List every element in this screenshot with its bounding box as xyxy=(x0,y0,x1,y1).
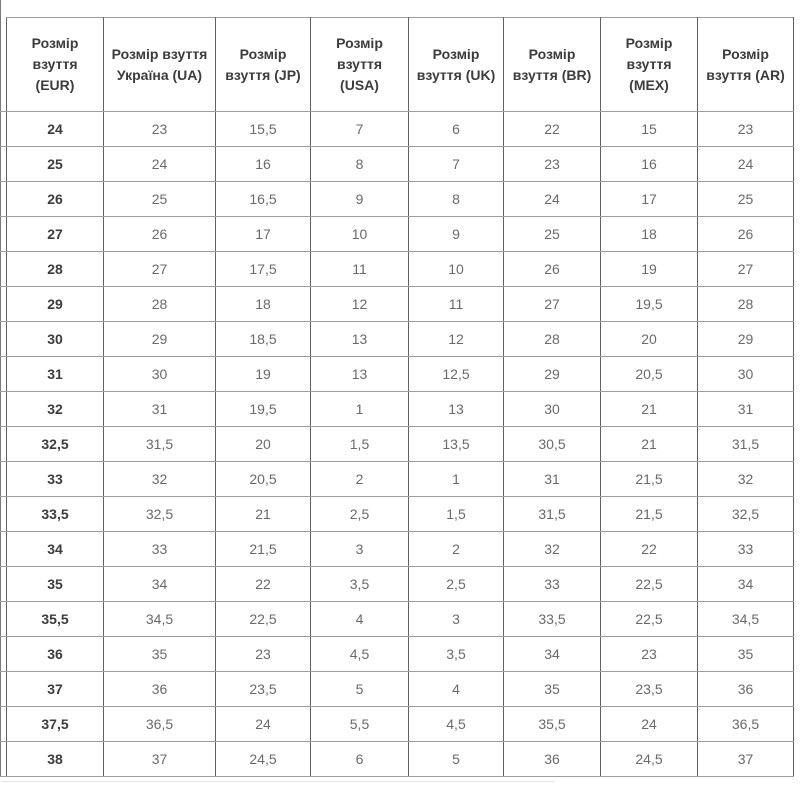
size-cell-ua: 32,5 xyxy=(104,497,216,532)
table-row xyxy=(7,287,794,322)
size-cell-mex: 23,5 xyxy=(601,672,698,707)
size-cell-ar: 23 xyxy=(698,112,794,147)
size-cell-jp: 21 xyxy=(216,497,311,532)
table-header xyxy=(7,18,794,112)
size-cell-usa: 7 xyxy=(311,112,409,147)
size-cell-mex: 16 xyxy=(601,147,698,182)
size-cell-usa: 8 xyxy=(311,147,409,182)
size-cell-ar: 31,5 xyxy=(698,427,794,462)
size-cell-eur: 34 xyxy=(7,532,104,567)
size-cell-br: 32 xyxy=(504,532,601,567)
size-cell-uk: 4 xyxy=(409,672,504,707)
column-header-br: Розмір взуття (BR) xyxy=(504,18,601,112)
size-cell-mex: 21 xyxy=(601,427,698,462)
size-cell-ua: 36,5 xyxy=(104,707,216,742)
size-cell-usa: 5,5 xyxy=(311,707,409,742)
size-cell-mex: 20 xyxy=(601,322,698,357)
size-cell-br: 27 xyxy=(504,287,601,322)
size-cell-ar: 33 xyxy=(698,532,794,567)
size-cell-usa: 3 xyxy=(311,532,409,567)
size-cell-eur: 33,5 xyxy=(7,497,104,532)
size-cell-uk: 8 xyxy=(409,182,504,217)
size-cell-uk: 12,5 xyxy=(409,357,504,392)
size-cell-ua: 25 xyxy=(104,182,216,217)
size-cell-uk: 4,5 xyxy=(409,707,504,742)
size-cell-eur: 33 xyxy=(7,462,104,497)
size-cell-br: 35,5 xyxy=(504,707,601,742)
size-cell-ar: 25 xyxy=(698,182,794,217)
size-cell-uk: 3,5 xyxy=(409,637,504,672)
size-cell-jp: 23 xyxy=(216,637,311,672)
size-cell-mex: 24 xyxy=(601,707,698,742)
size-cell-br: 30 xyxy=(504,392,601,427)
size-cell-uk: 5 xyxy=(409,742,504,777)
size-cell-br: 35 xyxy=(504,672,601,707)
size-cell-br: 34 xyxy=(504,637,601,672)
size-cell-mex: 22,5 xyxy=(601,602,698,637)
column-header-ua: Розмір взуття Україна (UA) xyxy=(104,18,216,112)
size-cell-eur: 24 xyxy=(7,112,104,147)
size-cell-ar: 37 xyxy=(698,742,794,777)
size-cell-ua: 37 xyxy=(104,742,216,777)
size-cell-usa: 6 xyxy=(311,742,409,777)
size-cell-eur: 30 xyxy=(7,322,104,357)
size-cell-jp: 16,5 xyxy=(216,182,311,217)
size-cell-uk: 11 xyxy=(409,287,504,322)
size-cell-ar: 24 xyxy=(698,147,794,182)
size-cell-ar: 32 xyxy=(698,462,794,497)
size-cell-ar: 36,5 xyxy=(698,707,794,742)
size-cell-jp: 18 xyxy=(216,287,311,322)
size-cell-usa: 4 xyxy=(311,602,409,637)
table-row xyxy=(7,182,794,217)
size-cell-mex: 15 xyxy=(601,112,698,147)
size-cell-br: 36 xyxy=(504,742,601,777)
table-row xyxy=(7,392,794,427)
size-cell-ua: 34 xyxy=(104,567,216,602)
size-cell-usa: 4,5 xyxy=(311,637,409,672)
size-cell-usa: 9 xyxy=(311,182,409,217)
column-header-ar: Розмір взуття (AR) xyxy=(698,18,794,112)
size-cell-ua: 33 xyxy=(104,532,216,567)
table-row xyxy=(7,427,794,462)
size-cell-mex: 17 xyxy=(601,182,698,217)
size-cell-mex: 21,5 xyxy=(601,462,698,497)
size-cell-ua: 34,5 xyxy=(104,602,216,637)
size-cell-uk: 1 xyxy=(409,462,504,497)
size-cell-uk: 6 xyxy=(409,112,504,147)
size-cell-ar: 34 xyxy=(698,567,794,602)
size-cell-eur: 32 xyxy=(7,392,104,427)
size-cell-ua: 27 xyxy=(104,252,216,287)
size-cell-eur: 35 xyxy=(7,567,104,602)
size-cell-br: 26 xyxy=(504,252,601,287)
size-cell-ar: 32,5 xyxy=(698,497,794,532)
size-cell-mex: 19 xyxy=(601,252,698,287)
size-cell-uk: 1,5 xyxy=(409,497,504,532)
size-cell-jp: 20,5 xyxy=(216,462,311,497)
size-cell-usa: 3,5 xyxy=(311,567,409,602)
shoe-size-conversion-table xyxy=(6,17,794,777)
size-cell-ua: 30 xyxy=(104,357,216,392)
size-cell-ua: 23 xyxy=(104,112,216,147)
size-cell-eur: 25 xyxy=(7,147,104,182)
column-header-usa: Розмір взуття (USA) xyxy=(311,18,409,112)
size-cell-jp: 17 xyxy=(216,217,311,252)
table-row xyxy=(7,602,794,637)
size-cell-eur: 27 xyxy=(7,217,104,252)
size-cell-mex: 23 xyxy=(601,637,698,672)
size-cell-ar: 30 xyxy=(698,357,794,392)
table-row xyxy=(7,112,794,147)
size-cell-br: 33,5 xyxy=(504,602,601,637)
size-cell-uk: 13,5 xyxy=(409,427,504,462)
size-cell-uk: 2 xyxy=(409,532,504,567)
size-cell-uk: 13 xyxy=(409,392,504,427)
size-cell-jp: 19 xyxy=(216,357,311,392)
table-row xyxy=(7,742,794,777)
table-row xyxy=(7,357,794,392)
size-cell-jp: 16 xyxy=(216,147,311,182)
size-cell-jp: 24 xyxy=(216,707,311,742)
size-cell-jp: 17,5 xyxy=(216,252,311,287)
table-row xyxy=(7,567,794,602)
column-header-uk: Розмір взуття (UK) xyxy=(409,18,504,112)
table-row xyxy=(7,252,794,287)
column-header-mex: Розмір взуття (MEX) xyxy=(601,18,698,112)
size-cell-ua: 31,5 xyxy=(104,427,216,462)
size-cell-jp: 24,5 xyxy=(216,742,311,777)
size-cell-eur: 26 xyxy=(7,182,104,217)
size-cell-usa: 5 xyxy=(311,672,409,707)
size-cell-uk: 10 xyxy=(409,252,504,287)
size-cell-ua: 29 xyxy=(104,322,216,357)
size-cell-br: 24 xyxy=(504,182,601,217)
size-cell-ua: 28 xyxy=(104,287,216,322)
size-cell-ua: 24 xyxy=(104,147,216,182)
column-header-eur: Розмір взуття (EUR) xyxy=(7,18,104,112)
size-cell-ar: 26 xyxy=(698,217,794,252)
size-cell-usa: 11 xyxy=(311,252,409,287)
size-cell-mex: 20,5 xyxy=(601,357,698,392)
size-cell-usa: 2,5 xyxy=(311,497,409,532)
size-cell-usa: 1 xyxy=(311,392,409,427)
size-cell-mex: 21 xyxy=(601,392,698,427)
size-cell-uk: 2,5 xyxy=(409,567,504,602)
size-cell-usa: 1,5 xyxy=(311,427,409,462)
size-cell-br: 33 xyxy=(504,567,601,602)
size-cell-br: 28 xyxy=(504,322,601,357)
size-cell-mex: 24,5 xyxy=(601,742,698,777)
table-row xyxy=(7,672,794,707)
size-cell-ar: 36 xyxy=(698,672,794,707)
table-body xyxy=(7,112,794,777)
size-cell-jp: 15,5 xyxy=(216,112,311,147)
size-cell-ar: 34,5 xyxy=(698,602,794,637)
size-cell-jp: 21,5 xyxy=(216,532,311,567)
size-cell-eur: 32,5 xyxy=(7,427,104,462)
size-cell-uk: 9 xyxy=(409,217,504,252)
size-cell-ar: 27 xyxy=(698,252,794,287)
size-cell-ar: 31 xyxy=(698,392,794,427)
size-cell-eur: 31 xyxy=(7,357,104,392)
size-cell-br: 25 xyxy=(504,217,601,252)
size-cell-usa: 10 xyxy=(311,217,409,252)
size-cell-br: 22 xyxy=(504,112,601,147)
size-cell-eur: 35,5 xyxy=(7,602,104,637)
size-cell-jp: 20 xyxy=(216,427,311,462)
size-cell-br: 29 xyxy=(504,357,601,392)
size-cell-eur: 29 xyxy=(7,287,104,322)
size-cell-jp: 22 xyxy=(216,567,311,602)
bottom-artifact-line xyxy=(2,781,554,782)
table-row xyxy=(7,707,794,742)
size-cell-mex: 18 xyxy=(601,217,698,252)
size-cell-usa: 12 xyxy=(311,287,409,322)
size-cell-ua: 26 xyxy=(104,217,216,252)
size-cell-eur: 38 xyxy=(7,742,104,777)
size-cell-jp: 19,5 xyxy=(216,392,311,427)
column-header-jp: Розмір взуття (JP) xyxy=(216,18,311,112)
size-cell-ua: 32 xyxy=(104,462,216,497)
size-cell-ua: 36 xyxy=(104,672,216,707)
size-cell-mex: 22,5 xyxy=(601,567,698,602)
size-cell-ar: 29 xyxy=(698,322,794,357)
table-row xyxy=(7,147,794,182)
table-row xyxy=(7,532,794,567)
table-row xyxy=(7,217,794,252)
size-cell-mex: 22 xyxy=(601,532,698,567)
table-row xyxy=(7,637,794,672)
size-cell-jp: 22,5 xyxy=(216,602,311,637)
size-cell-eur: 37,5 xyxy=(7,707,104,742)
size-cell-eur: 36 xyxy=(7,637,104,672)
size-cell-jp: 18,5 xyxy=(216,322,311,357)
size-cell-jp: 23,5 xyxy=(216,672,311,707)
size-cell-usa: 13 xyxy=(311,322,409,357)
size-cell-br: 30,5 xyxy=(504,427,601,462)
table-row xyxy=(7,322,794,357)
size-cell-ua: 35 xyxy=(104,637,216,672)
size-cell-usa: 2 xyxy=(311,462,409,497)
size-cell-eur: 28 xyxy=(7,252,104,287)
header-row xyxy=(7,18,794,112)
size-cell-uk: 7 xyxy=(409,147,504,182)
size-cell-eur: 37 xyxy=(7,672,104,707)
size-cell-mex: 21,5 xyxy=(601,497,698,532)
table-row xyxy=(7,462,794,497)
size-cell-uk: 3 xyxy=(409,602,504,637)
size-cell-ua: 31 xyxy=(104,392,216,427)
size-cell-br: 31 xyxy=(504,462,601,497)
size-cell-uk: 12 xyxy=(409,322,504,357)
size-cell-mex: 19,5 xyxy=(601,287,698,322)
table-row xyxy=(7,497,794,532)
size-cell-usa: 13 xyxy=(311,357,409,392)
size-cell-ar: 28 xyxy=(698,287,794,322)
size-cell-ar: 35 xyxy=(698,637,794,672)
size-cell-br: 23 xyxy=(504,147,601,182)
size-cell-br: 31,5 xyxy=(504,497,601,532)
